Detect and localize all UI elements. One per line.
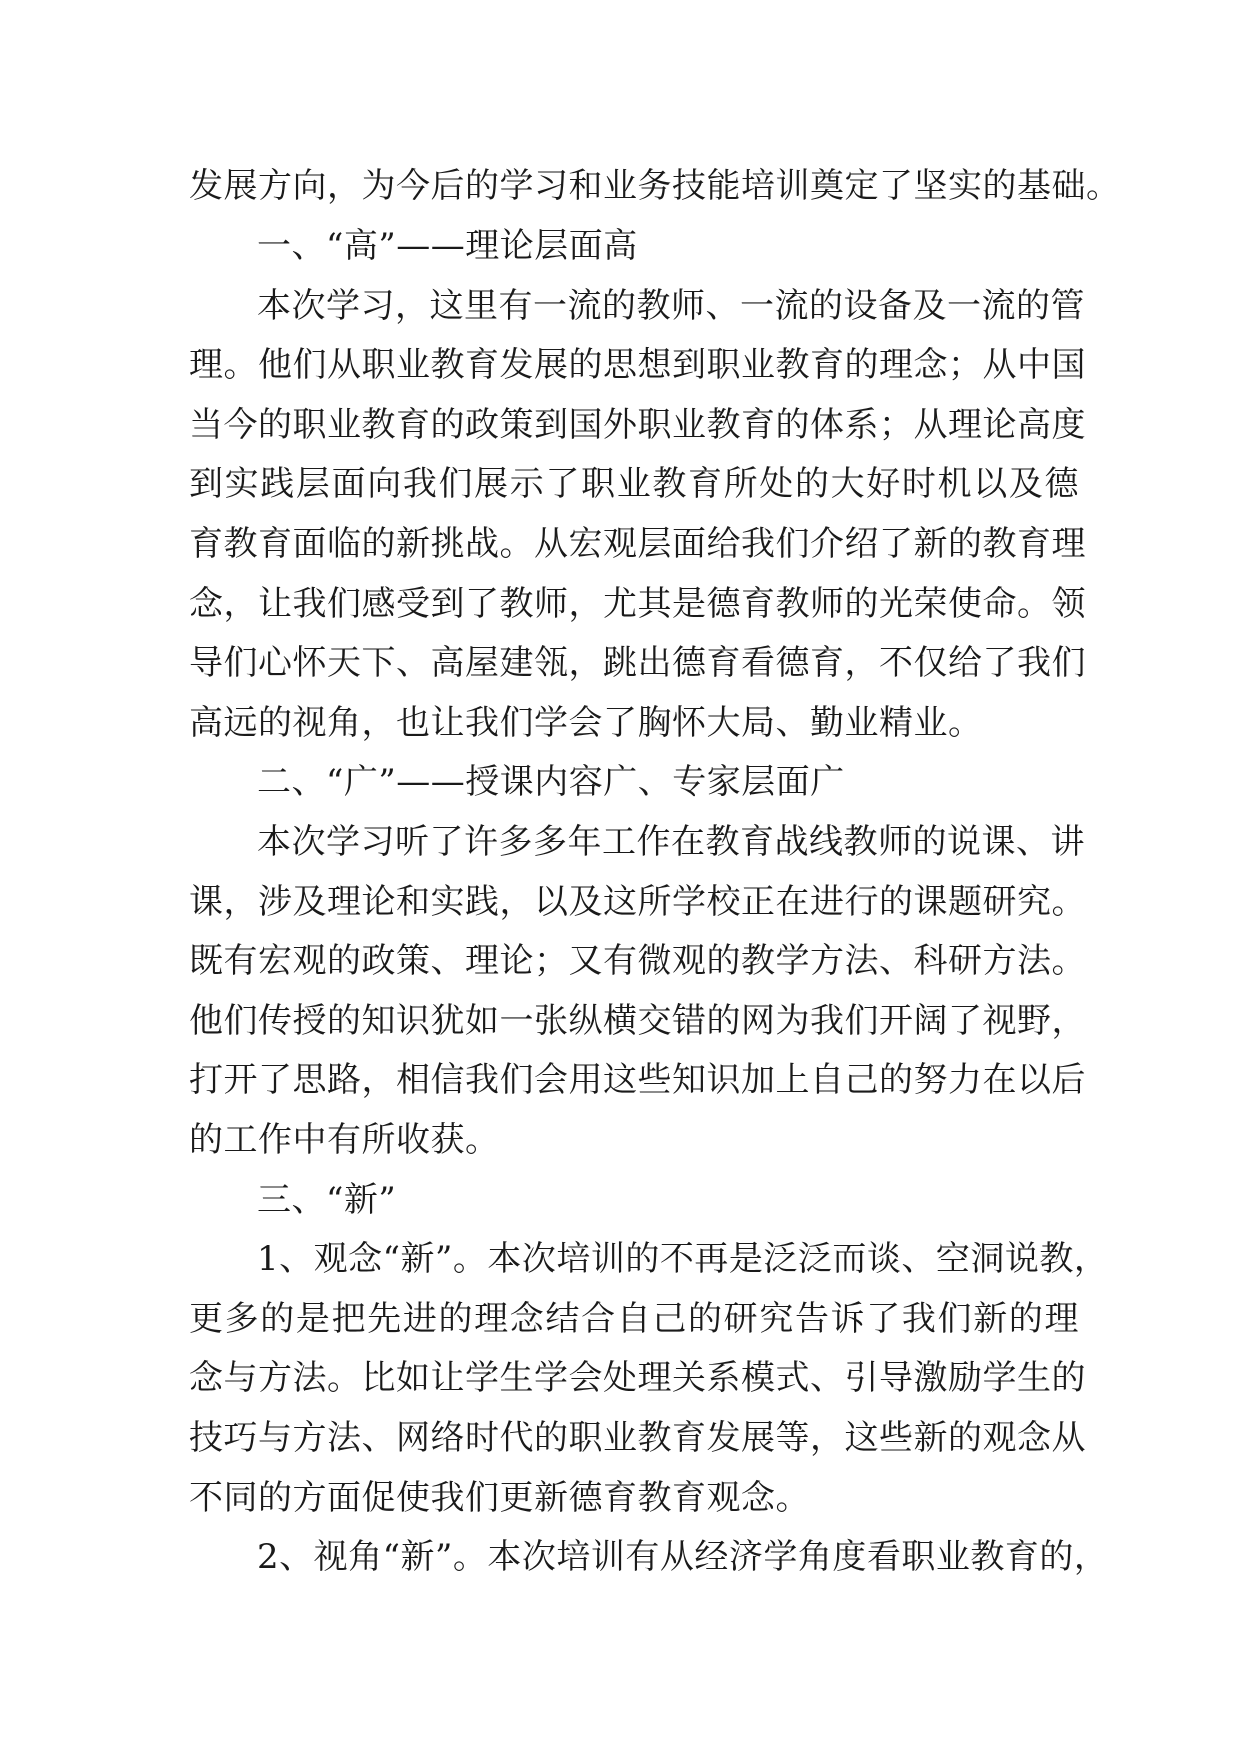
paragraph-line: 他们传授的知识犹如一张纵横交错的网为我们开阔了视野， [189,1001,1086,1041]
paragraph-line: 到实践层面向我们展示了职业教育所处的大好时机以及德 [189,464,1079,504]
paragraph-line: 当今的职业教育的政策到国外职业教育的体系；从理论高度 [189,405,1086,445]
paragraph-line: 1、观念“新”。本次培训的不再是泛泛而谈、空洞说教， [257,1239,1109,1279]
paragraph-line: 本次学习听了许多多年工作在教育战线教师的说课、讲 [257,822,1085,862]
section-heading-xin: 三、“新” [257,1180,397,1220]
paragraph-line: 念与方法。比如让学生学会处理关系模式、引导激励学生的 [189,1358,1086,1398]
paragraph-line: 课，涉及理论和实践，以及这所学校正在进行的课题研究。 [189,882,1086,922]
section-heading-guang: 二、“广”——授课内容广、专家层面广 [257,762,845,802]
paragraph-line: 育教育面临的新挑战。从宏观层面给我们介绍了新的教育理 [189,524,1086,564]
paragraph-line: 本次学习，这里有一流的教师、一流的设备及一流的管 [257,286,1085,326]
paragraph-line: 技巧与方法、网络时代的职业教育发展等，这些新的观念从 [189,1418,1086,1458]
section-heading-gao: 一、“高”——理论层面高 [257,226,638,266]
paragraph-line: 导们心怀天下、高屋建瓴，跳出德育看德育，不仅给了我们 [189,643,1086,683]
paragraph-line: 高远的视角，也让我们学会了胸怀大局、勤业精业。 [189,703,983,743]
paragraph-line: 既有宏观的政策、理论；又有微观的教学方法、科研方法。 [189,941,1086,981]
paragraph-line: 发展方向，为今后的学习和业务技能培训奠定了坚实的基础。 [189,166,1121,206]
paragraph-line: 更多的是把先进的理念结合自己的研究告诉了我们新的理 [189,1299,1079,1339]
paragraph-line: 2、视角“新”。本次培训有从经济学角度看职业教育的， [257,1537,1109,1577]
paragraph-line: 的工作中有所收获。 [189,1120,500,1160]
paragraph-line: 不同的方面促使我们更新德育教育观念。 [189,1478,810,1518]
paragraph-line: 理。他们从职业教育发展的思想到职业教育的理念；从中国 [189,345,1086,385]
paragraph-line: 打开了思路，相信我们会用这些知识加上自己的努力在以后 [189,1060,1086,1100]
paragraph-line: 念，让我们感受到了教师，尤其是德育教师的光荣使命。领 [189,584,1086,624]
